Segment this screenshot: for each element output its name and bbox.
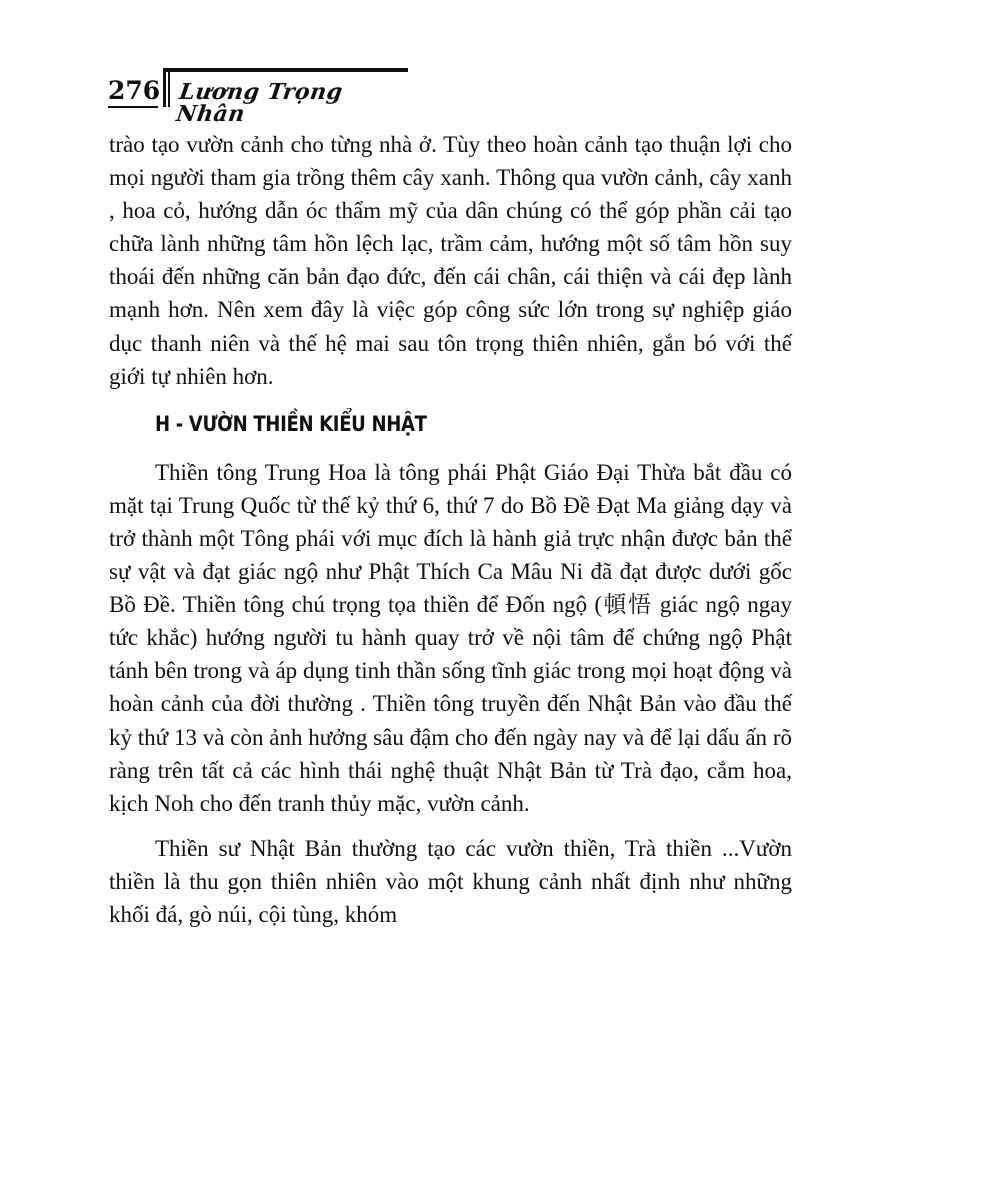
body-paragraph: trào tạo vườn cảnh cho từng nhà ở. Tùy theo hoàn cảnh tạo thuận lợi cho mọi người tham gia trồng thêm cây xanh. Thông qua vườn cảnh, cây xanh , hoa cỏ, hướng dẫn óc thẩm mỹ của dân chúng có thể góp phần cải tạo chữa lành những tâm hồn lệch lạc, trầm cảm, hướng một số tâm hồn suy thoái đến những căn bản đạo đức, đến cái chân, cái thiện và cái đẹp lành mạnh hơn. Nên xem đây là việc góp công sức lớn trong sự nghiệp giáo dục thanh niên và thế hệ mai sau tôn trọng thiên nhiên, gắn bó với thế giới tự nhiên hơn. (109, 132, 792, 389)
header-vertical-rule (163, 68, 166, 107)
running-title: Lương Trọng Nhân (174, 79, 345, 127)
header-rule (164, 68, 408, 72)
header-vertical-rule-inner (168, 70, 170, 107)
body-paragraph: Thiền tông Trung Hoa là tông phái Phật Giáo Đại Thừa bắt đầu có mặt tại Trung Quốc từ thế kỷ thứ 6, thứ 7 do Bồ Đề Đạt Ma giảng dạy và trở thành một Tông phái với mục đích là hành giả trực nhận được bản thể sự vật và đạt giác ngộ như Phật Thích Ca Mâu Ni đã đạt được dưới gốc Bồ Đề. Thiền tông chú trọng tọa thiền để Đốn ngộ (頓悟 giác ngộ ngay tức khắc) hướng người tu hành quay trở về nội tâm để chứng ngộ Phật tánh bên trong và áp dụng tinh thần sống tĩnh giác trong mọi hoạt động và hoàn cảnh của đời thường . Thiền tông truyền đến Nhật Bản vào đầu thế kỷ thứ 13 và còn ảnh hưởng sâu đậm cho đến ngày nay và để lại dấu ấn rõ ràng trên tất cả các hình thái nghệ thuật Nhật Bản từ Trà đạo, cắm hoa, kịch Noh cho đến tranh thủy mặc, vườn cảnh. (109, 459, 792, 816)
page-number-underline (108, 106, 158, 108)
body-paragraph: Thiền sư Nhật Bản thường tạo các vườn thiền, Trà thiền ...Vườn thiền là thu gọn thiên nhiên vào một khung cảnh nhất định như những khối đá, gò núi, cội tùng, khóm (109, 835, 792, 927)
page-number: 276 (108, 76, 161, 105)
page-header (108, 68, 410, 127)
section-heading: H - VƯỜN THIỀN KIỂU NHẬT (155, 411, 427, 436)
page-content (109, 128, 792, 931)
